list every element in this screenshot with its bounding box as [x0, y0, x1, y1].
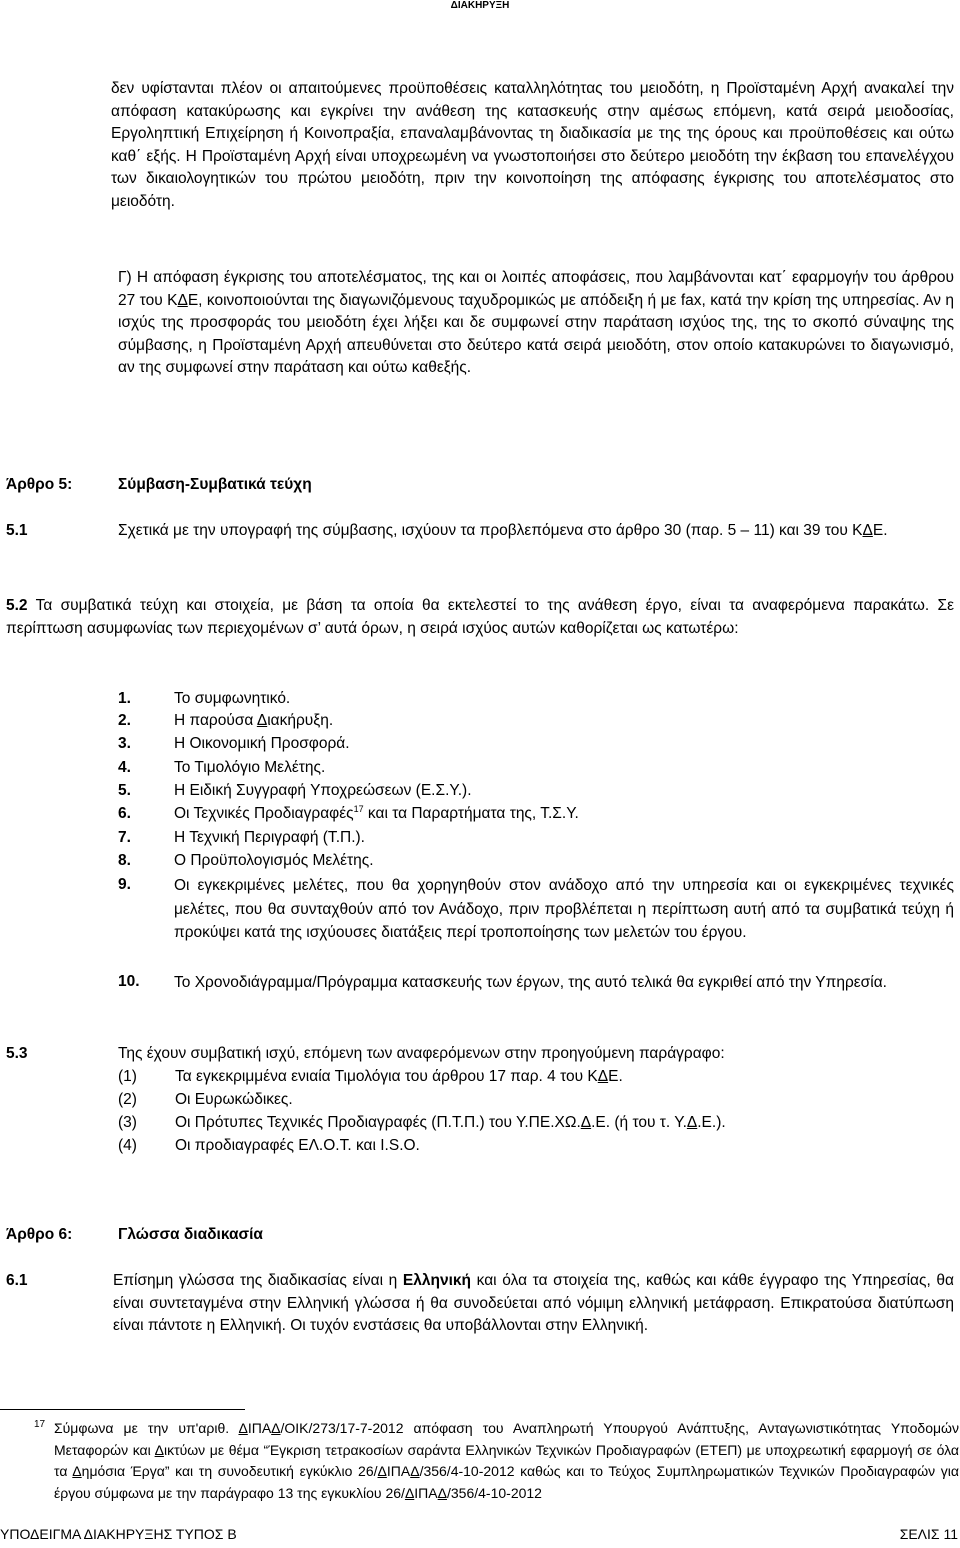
- s61-bold: Ελληνική: [402, 1272, 471, 1289]
- list-text: [174, 710, 333, 732]
- list-text: Το Τιμολόγιο Μελέτης.: [174, 759, 326, 776]
- article6-label: Άρθρο 6:: [6, 1226, 73, 1243]
- gamma-paragraph: [118, 267, 954, 380]
- page-header: [0, 0, 960, 12]
- fn-c: /ΟΙΚ/273/17-7-2012 απόφαση του Αναπληρωτή Υπουργού Ανάπτυξης, Ανταγωνιστικότητας Υποδομών Μεταφορών και: [54, 1420, 959, 1458]
- footnote-separator: [0, 1409, 245, 1410]
- article6-title: Γλώσσα διαδικασία: [118, 1226, 263, 1243]
- list-text-a: Οι Τεχνικές Προδιαγραφές: [174, 805, 354, 822]
- list-item: [118, 874, 954, 970]
- list-item: [118, 971, 954, 1019]
- list-number: (1): [118, 1068, 137, 1085]
- s52-text-b: Σε περίπτωση ασυμφωνίας των περιεχομένων σ’ αυτά όρων, η σειρά ισχύος αυτών καθορίζεται ως κατωτέρω:: [6, 597, 954, 637]
- list-number: 8.: [118, 852, 131, 869]
- list-number: 6.: [118, 805, 131, 822]
- s51-text: [118, 520, 954, 542]
- fn-u1: Δ: [238, 1420, 248, 1436]
- footnote-ref[interactable]: 17: [353, 803, 364, 814]
- list-text: [174, 803, 579, 825]
- fn-d: ικτύων με θέμα “Έγκριση τετρακοσίων σαράντα Ελληνικών Τεχνικών Προδιαγραφών (ΕΤΕΠ) με υποχρεωτική εφαρμογή σε όλα τα: [54, 1441, 959, 1479]
- gamma-part2: Ε, κοινοποιούνται της διαγωνιζόμενους ταχυδρομικώς με απόδειξη ή με fax, κατά την κρίση της υπηρεσίας.: [187, 291, 920, 309]
- s52-number: 5.2: [6, 597, 28, 614]
- list-text-b: .Ε. (ή του τ. Υ.: [591, 1114, 687, 1131]
- list-text: Το Χρονοδιάγραμμα/Πρόγραμμα κατασκευής των έργων, της αυτό τελικά θα εγκριθεί από την Υπηρεσία.: [174, 974, 887, 991]
- list-number: 9.: [118, 876, 131, 893]
- list-text: Η Ειδική Συγγραφή Υποχρεώσεων (Ε.Σ.Υ.).: [174, 782, 472, 799]
- header-title: ΔΙΑΚΗΡΥΞΗ: [450, 0, 510, 11]
- fn-u6: Δ: [410, 1463, 420, 1479]
- list-number: 3.: [118, 735, 131, 752]
- list-text-a: Η παρούσα: [174, 712, 257, 729]
- list-text-d: Δ: [256, 712, 268, 729]
- list-number: (2): [118, 1091, 137, 1108]
- list-text-b: και τα Παραρτήματα της, Τ.Σ.Υ.: [363, 805, 579, 822]
- fn-a: Σύμφωνα με την υπ'αριθ.: [54, 1420, 239, 1436]
- article5-label: Άρθρο 5:: [6, 476, 73, 493]
- fn-h: ΙΠΑ: [414, 1484, 438, 1501]
- s52-paragraph: [6, 595, 954, 640]
- s51-text-a: Σχετικά με την υπογραφή της σύμβασης, ισχύουν τα προβλεπόμενα στο άρθρο 30 (παρ. 5 – 11) και 39 του Κ: [118, 522, 863, 539]
- fn-u5: Δ: [377, 1463, 387, 1479]
- list-text: Το συμφωνητικό.: [174, 690, 291, 707]
- top-paragraph: [111, 78, 954, 214]
- list-number: 1.: [118, 690, 131, 707]
- top-paragraph-part2: Η Προϊσταμένη Αρχή είναι υποχρεωμένη να γνωστοποιήσει στο δεύτερο μειοδότη την έκβαση του επανελέγχου των δικαιολογητικών του πρώτου μειοδότη, πριν την κοινοποίηση της απόφασης έγκρισης του αποτελέσματος στο μειοδότη.: [111, 147, 955, 210]
- page-number: ΣΕΛΙΣ 11: [899, 1526, 958, 1542]
- gamma-part3: Αν η ισχύς της προσφοράς του μειοδότη έχει λήξει και δε συμφωνεί στην παράταση ισχύος της, της το σκοπό σύναψης της σύμβασης, η Προϊσταμένη Αρχή απευθύνεται στο δεύτερο κατά σειρά μειοδότη, στον οποίο κατακυρώνει το διαγωνισμό, αν της συμφωνεί στην παράταση και ούτω καθεξής.: [118, 291, 955, 377]
- s51-text-b: Ε.: [872, 522, 888, 539]
- fn-u3: Δ: [154, 1441, 164, 1458]
- list-text-a: Τα εγκεκριμμένα ενιαία Τιμολόγια του άρθρου 17 παρ. 4 του Κ: [175, 1068, 598, 1085]
- fn-b: ΙΠΑ: [247, 1420, 272, 1436]
- top-paragraph-part1: δεν υφίστανται πλέον οι απαιτούμενες προϋποθέσεις καταλληλότητας του μειοδότη, η Προϊσταμένη Αρχή ανακαλεί την απόφαση κατακύρωσης και εγκρίνει την ανάθεση της κατασκευής στην αμέσως επόμενη, κατά σειρά μειοδοσίας, Εργοληπτική Επιχείρηση ή Κοινοπραξία, επαναλαμβάνοντας τη διαδικασία με της της όρους και προϋποθέσεις και ούτω καθ΄ εξής.: [111, 80, 954, 165]
- list-number: 4.: [118, 759, 131, 776]
- list-text: Η Οικονομική Προσφορά.: [174, 735, 350, 752]
- fn-u2: Δ: [271, 1420, 281, 1436]
- list-number: 2.: [118, 712, 131, 729]
- s61-number: 6.1: [6, 1272, 28, 1289]
- list-text: Οι Ευρωκώδικες.: [175, 1091, 293, 1108]
- list-text-c: .Ε.).: [697, 1114, 726, 1131]
- list-text: [175, 1066, 623, 1088]
- fn-u4: Δ: [72, 1463, 82, 1479]
- fn-g: /356/4-10-2012 καθώς και το Τεύχος Συμπληρωματικών Τεχνικών Προδιαγραφών για έργου σύμφωνα με την παράγραφο 13 της εγκυκλίου 26/: [54, 1463, 959, 1501]
- s61-text-a: Επίσημη γλώσσα της διαδικασίας είναι η: [113, 1272, 403, 1289]
- s51-number: 5.1: [6, 522, 28, 539]
- list-text: Η Τεχνική Περιγραφή (Τ.Π.).: [174, 829, 365, 846]
- list-text-b: ιακήρυξη.: [267, 712, 334, 729]
- footer-title: ΥΠΟΔΕΙΓΜΑ ΔΙΑΚΗΡΥΞΗΣ ΤΥΠΟΣ Β: [0, 1526, 237, 1542]
- footnote-number: 17: [34, 1419, 46, 1430]
- fn-i: /356/4-10-2012: [447, 1484, 542, 1501]
- list-text: Οι προδιαγραφές ΕΛ.Ο.Τ. και I.S.O.: [175, 1137, 420, 1154]
- s61-text-c: Επικρατούσα διατύπωση είναι πάντοτε η Ελληνική. Οι τυχόν ενστάσεις θα υποβάλλονται στην Ελληνική.: [113, 1294, 954, 1335]
- list-text-d2: Δ: [686, 1114, 698, 1131]
- list-text: Ο Προϋπολογισμός Μελέτης.: [174, 852, 374, 869]
- gamma-kde-d: Δ: [177, 291, 188, 309]
- list-text-d: Δ: [580, 1114, 592, 1131]
- list-number: (3): [118, 1114, 137, 1131]
- fn-u8: Δ: [437, 1484, 447, 1501]
- list-text-a: Οι Πρότυπες Τεχνικές Προδιαγραφές (Π.Τ.Π.) του Υ.ΠΕ.ΧΩ.: [175, 1114, 581, 1131]
- list-text: Οι εγκεκριμένες μελέτες, που θα χορηγηθούν στον ανάδοχο από την υπηρεσία και οι εγκεκριμένες τεχνικές μελέτες, που θα συνταχθούν από τον Ανάδοχο, πριν προβλέπεται η περίπτωση αυτή από τα συμβατικά τεύχη ή προκύψει κατά της ισχύουσες διατάξεις περί τροποποίησης των μελετών του έργου.: [174, 877, 954, 941]
- article5-title: Σύμβαση-Συμβατικά τεύχη: [118, 476, 312, 493]
- list-text-b: Ε.: [608, 1068, 623, 1085]
- s52-text-a: Τα συμβατικά τεύχη και στοιχεία, με βάση τα οποία θα εκτελεστεί το της ανάθεση έργο, είναι τα αναφερόμενα παρακάτω.: [27, 597, 930, 614]
- fn-e: ημόσια Έργα” και τη συνοδευτική εγκύκλιο 26/: [81, 1463, 378, 1479]
- fn-u7: Δ: [404, 1484, 415, 1501]
- s51-kde-d: Δ: [862, 522, 873, 539]
- list-number: 10.: [118, 973, 140, 990]
- s61-paragraph: [113, 1270, 954, 1338]
- list-number: 5.: [118, 782, 131, 799]
- list-number: (4): [118, 1137, 137, 1154]
- list-number: 7.: [118, 829, 131, 846]
- s53-number: 5.3: [6, 1045, 28, 1062]
- list-text: [175, 1112, 726, 1134]
- fn-f: ΙΠΑ: [386, 1463, 411, 1479]
- list-text-d: Δ: [597, 1068, 609, 1085]
- gamma-part1: Γ) Η απόφαση έγκρισης του αποτελέσματος, της και οι λοιπές αποφάσεις, που λαμβάνονται κατ΄ εφαρμογήν του άρθρου 27 του Κ: [118, 269, 954, 309]
- s61-text-b: και όλα τα στοιχεία της, καθώς και κάθε έγγραφο της Υπηρεσίας, θα είναι συντεταγμένα στην Ελληνική γλώσσα ή θα συνοδεύεται από νόμιμη ελληνική μετάφραση.: [113, 1272, 955, 1312]
- s53-text: Της έχουν συμβατική ισχύ, επόμενη των αναφερόμενων στην προηγούμενη παράγραφο:: [118, 1045, 725, 1062]
- footnote-text: [54, 1418, 959, 1504]
